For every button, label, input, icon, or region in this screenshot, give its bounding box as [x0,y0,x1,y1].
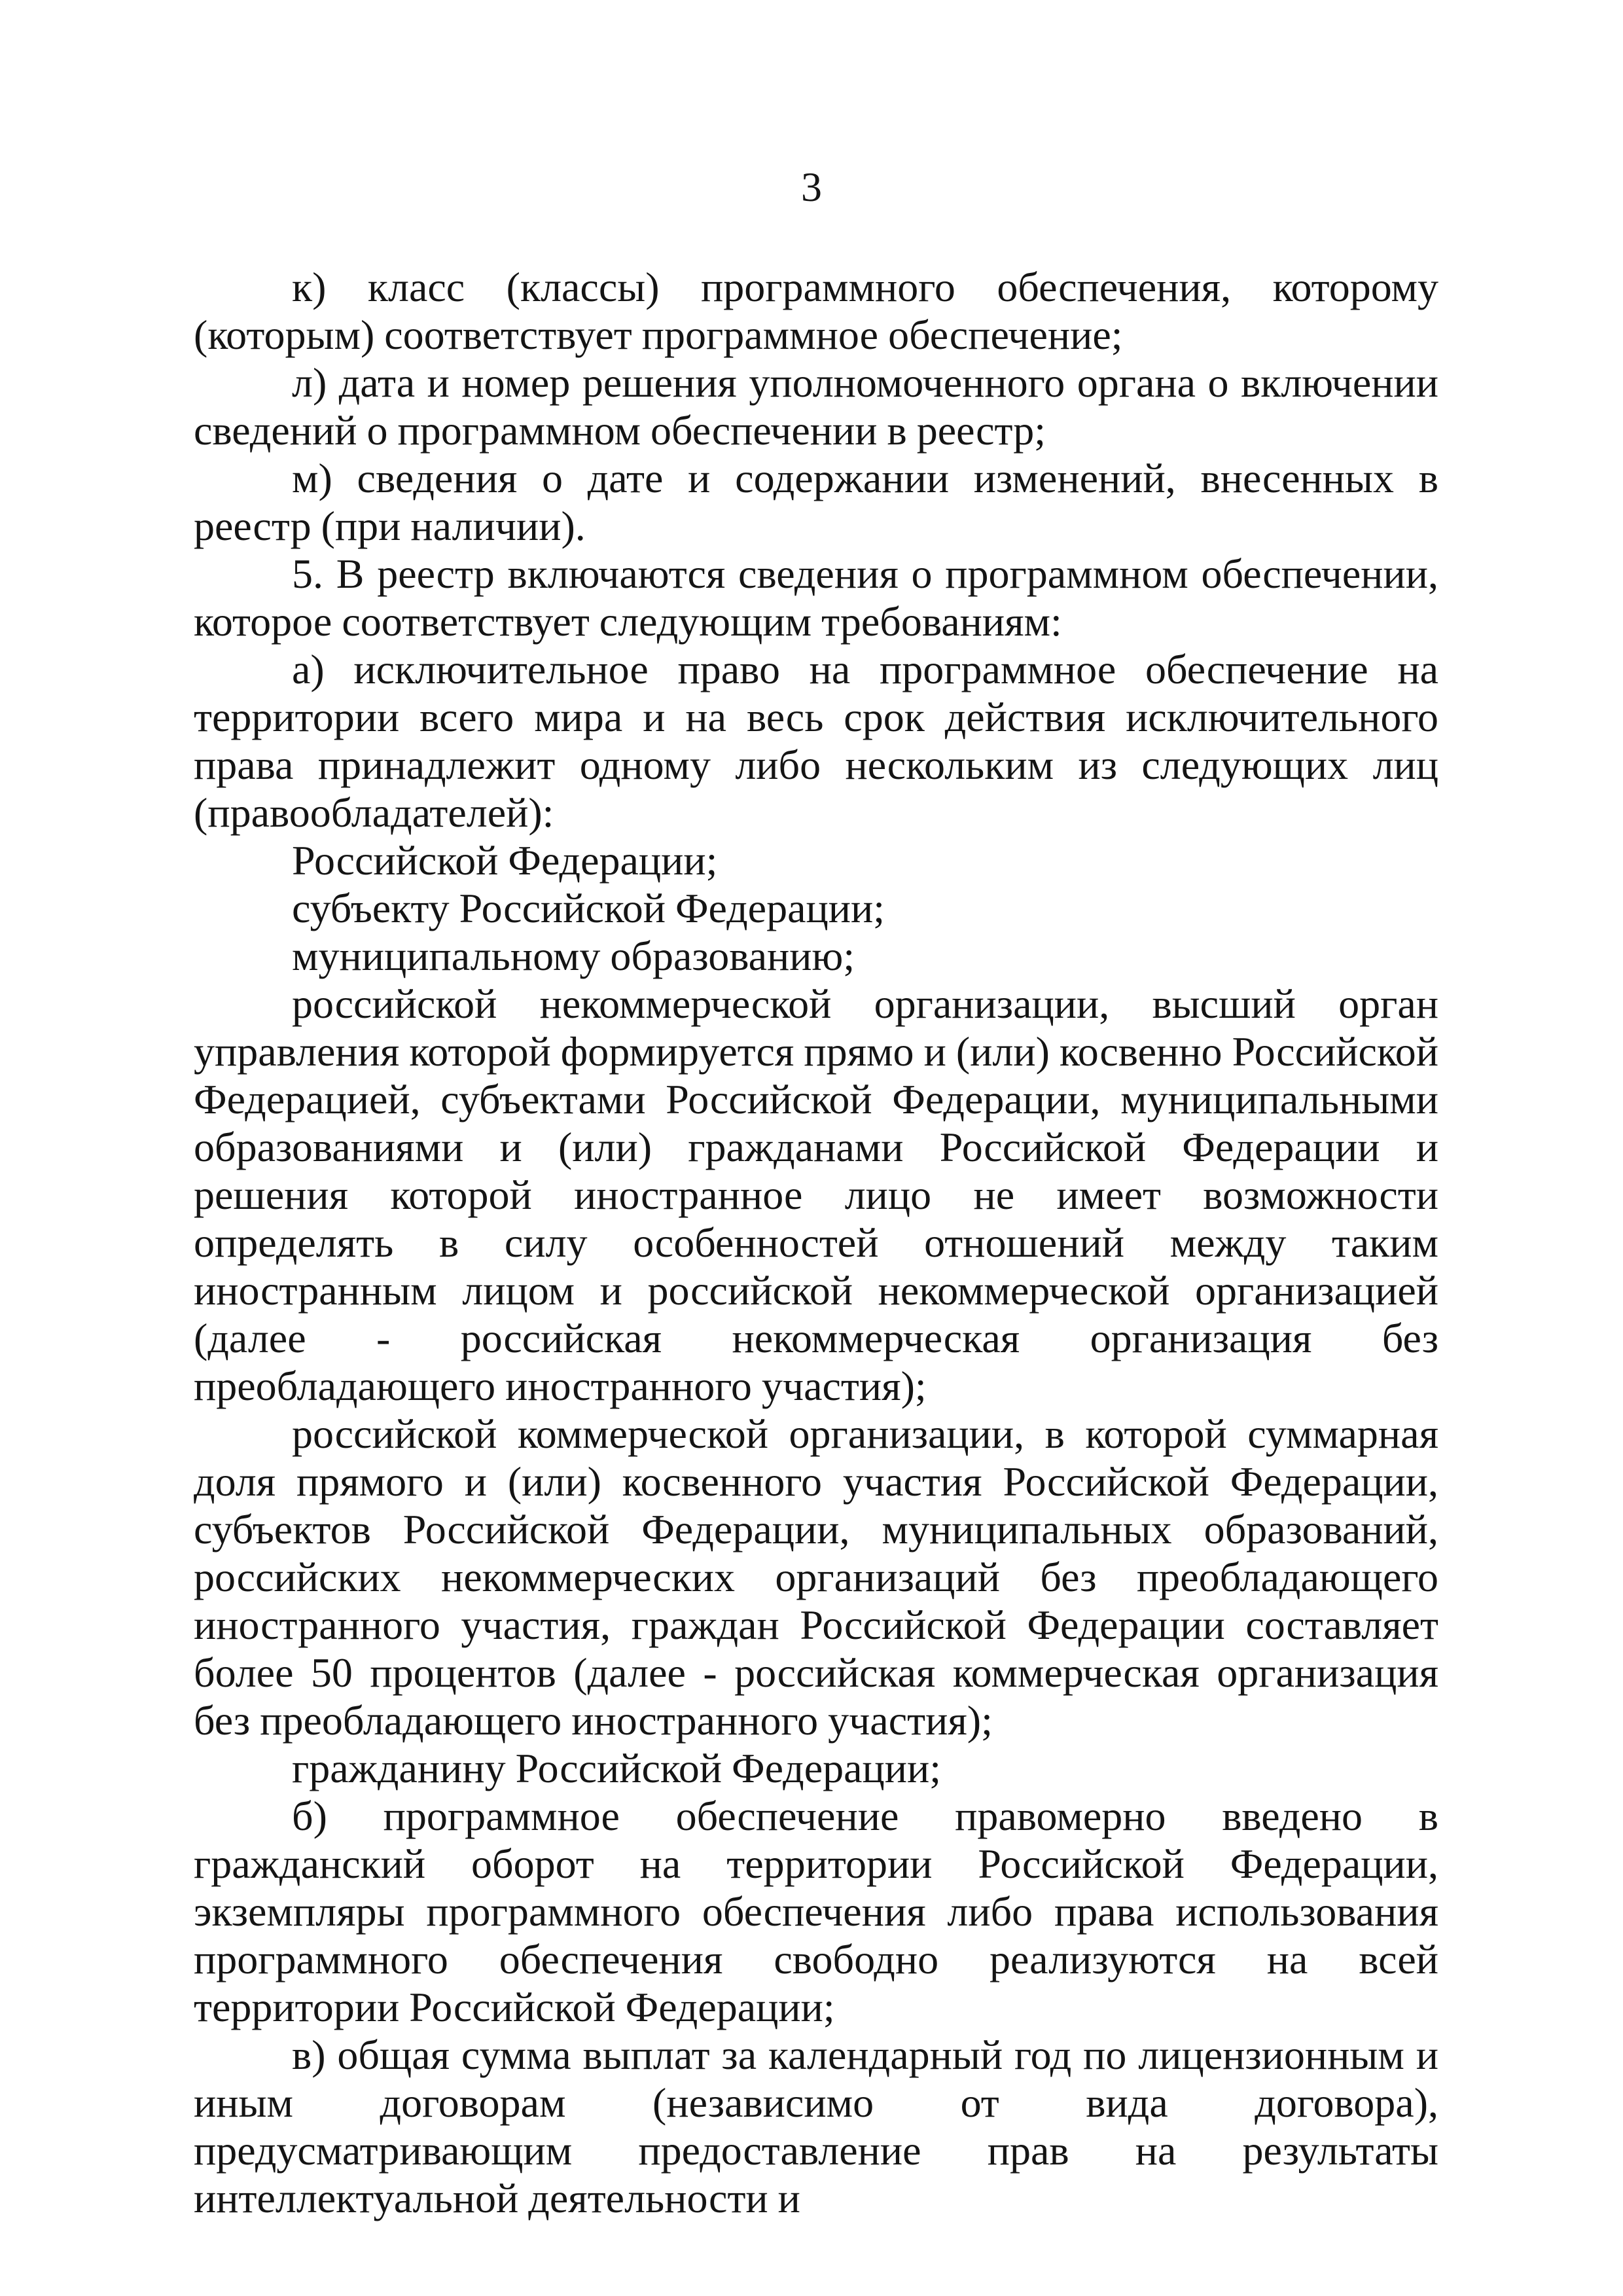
paragraph-item-l: л) дата и номер решения уполномоченного органа о включении сведений о программном обеспечении в реестр; [194,359,1438,454]
paragraph-item-v: в) общая сумма выплат за календарный год по лицензионным и иным договорам (независимо от вида договора), предусматривающим предоставление прав на результаты интеллектуальной деятельности и [194,2032,1438,2221]
paragraph-rightholder-federation: Российской Федерации; [292,837,718,884]
paragraph-item-k: к) класс (классы) программного обеспечения, которому (которым) соответствует программное обеспечение; [194,264,1438,358]
paragraph-clause-5: 5. В реестр включаются сведения о программном обеспечении, которое соответствует следующим требованиям: [194,550,1438,645]
paragraph-rightholder-noncommercial: российской некоммерческой организации, высший орган управления которой формируется прямо и (или) косвенно Российской Федерацией, субъектами Российской Федерации, муниципальными образованиями и (или) гражданами Российской Федерации и решения которой иностранное лицо не имеет возможности определять в силу особенностей отношений между таким иностранным лицом и российской некоммерческой организацией (далее - российская некоммерческая организация без преобладающего иностранного участия); [194,980,1438,1409]
paragraph-rightholder-citizen: гражданину Российской Федерации; [292,1745,942,1791]
paragraph-item-b: б) программное обеспечение правомерно введено в гражданский оборот на территории Российской Федерации, экземпляры программного обеспечения либо права использования программного обеспечения свободно реализуются на всей территории Российской Федерации; [194,1793,1438,2030]
document-body [194,263,1438,2222]
paragraph-rightholder-subject: субъекту Российской Федерации; [292,885,885,931]
page-number: 3 [801,164,822,210]
paragraph-rightholder-municipality: муниципальному образованию; [292,933,855,979]
paragraph-item-a: а) исключительное право на программное обеспечение на территории всего мира и на весь срок действия исключительного права принадлежит одному либо нескольким из следующих лиц (правообладателей): [194,646,1438,836]
paragraph-rightholder-commercial: российской коммерческой организации, в которой суммарная доля прямого и (или) косвенного участия Российской Федерации, субъектов Российской Федерации, муниципальных образований, российских некоммерческих организаций без преобладающего иностранного участия, граждан Российской Федерации составляет более 50 процентов (далее - российская коммерческая организация без преобладающего иностранного участия); [194,1410,1438,1744]
paragraph-item-m: м) сведения о дате и содержании изменений, внесенных в реестр (при наличии). [194,455,1438,549]
